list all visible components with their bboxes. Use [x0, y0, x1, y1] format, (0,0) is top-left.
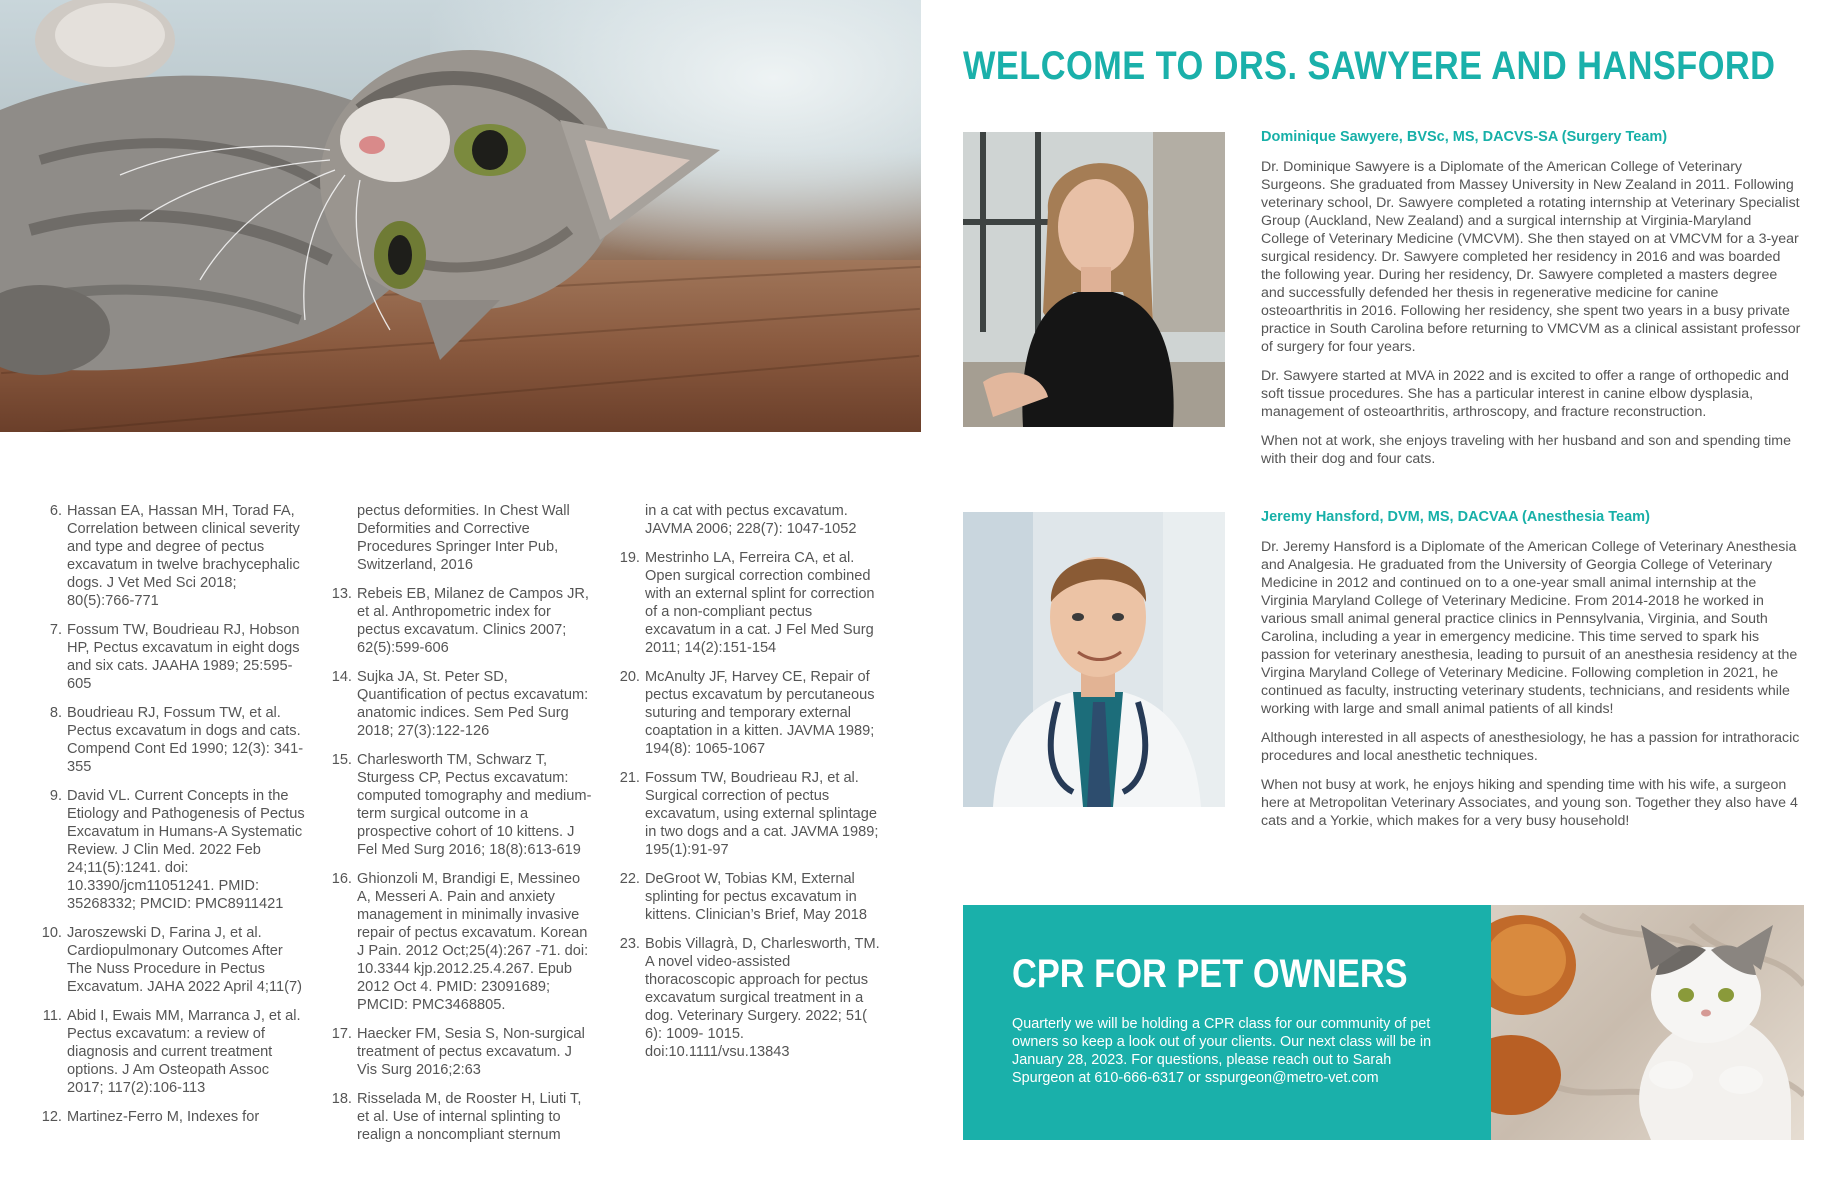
- cpr-title: CPR FOR PET OWNERS: [1012, 952, 1408, 996]
- reference-text: McAnulty JF, Harvey CE, Repair of pectus excavatum by percutaneous suturing and temporary external coaptation in a kitten. JAVMA 1989; 194(8): 1065-1067: [645, 669, 875, 757]
- reference-text: Fossum TW, Boudrieau RJ, et al. Surgical correction of pectus excavatum, using external splintage in two dogs and a cat. JAVMA 1989; 195(1):91-97: [645, 770, 879, 858]
- bio-paragraph: Although interested in all aspects of anesthesiology, he has a passion for intrathoracic procedures and local anesthetic techniques.: [1261, 730, 1800, 764]
- reference-number: 18.: [331, 1091, 352, 1107]
- portrait-jeremy-hansford: [963, 512, 1225, 807]
- reference-item: [40, 1007, 305, 1097]
- cpr-description: Quarterly we will be holding a CPR class for our community of pet owners so keep a look out of your clients. Our next class will be in January 28, 2023. For questions, please reach out to Sarah Spurgeon at 610-666-6317 or sspurgeon@metro-vet.com: [1012, 1016, 1432, 1086]
- reference-text: Charlesworth TM, Schwarz T, Sturgess CP, Pectus excavatum: computed tomography and medium-term surgical outcome in a prospective cohort of 10 kittens. J Fel Med Surg 2016; 18(8):613-619: [357, 752, 592, 858]
- reference-text: Mestrinho LA, Ferreira CA, et al. Open surgical correction combined with an external splint for correction of a non-compliant pectus excavatum in a cat. J Fel Med Surg 2011; 14(2):151-154: [645, 550, 875, 656]
- bio-hansford: [1261, 538, 1803, 841]
- reference-text: Bobis Villagrà, D, Charlesworth, TM. A novel video-assisted thoracoscopic approach for pectus excavatum surgical treatment in a dog. Veterinary Surgery. 2022; 51( 6): 1009- 1015. doi:10.1111/vsu.13843: [645, 936, 880, 1060]
- welcome-title: WELCOME TO DRS. SAWYERE AND HANSFORD: [963, 44, 1776, 88]
- reference-item: [40, 621, 305, 693]
- reference-number: 21.: [619, 770, 640, 786]
- cpr-kitten-photo: [1491, 905, 1804, 1140]
- reference-continuation: pectus deformities. In Chest Wall Deformities and Corrective Procedures Springer Inter Pub, Switzerland, 2016: [357, 503, 570, 573]
- reference-number: 10.: [41, 925, 62, 941]
- reference-number: 7.: [49, 622, 62, 638]
- reference-number: 23.: [619, 936, 640, 952]
- reference-text: Jaroszewski D, Farina J, et al. Cardiopulmonary Outcomes After The Nuss Procedure in Pectus Excavatum. JAHA 2022 April 4;11(7): [67, 925, 302, 995]
- portrait-dominique-sawyere: [963, 132, 1225, 427]
- reference-item: [330, 1025, 595, 1079]
- references-column-2: [330, 502, 595, 1155]
- reference-number: 9.: [49, 788, 62, 804]
- reference-item: [40, 704, 305, 776]
- reference-number: 17.: [331, 1026, 352, 1042]
- reference-item: [618, 870, 883, 924]
- bio-sawyere: [1261, 158, 1803, 479]
- reference-number: 19.: [619, 550, 640, 566]
- reference-text: Hassan EA, Hassan MH, Torad FA, Correlation between clinical severity and type and degree of pectus excavatum in twelve brachycephalic dogs. J Vet Med Sci 2018; 80(5):766-771: [67, 503, 300, 609]
- reference-item: [330, 668, 595, 740]
- reference-item: [330, 870, 595, 1014]
- reference-item: [330, 585, 595, 657]
- reference-text: Abid I, Ewais MM, Marranca J, et al. Pectus excavatum: a review of diagnosis and current treatment options. J Am Osteopath Assoc 2017; 117(2):106-113: [67, 1008, 301, 1096]
- reference-item: [618, 769, 883, 859]
- bio-paragraph: When not busy at work, he enjoys hiking and spending time with his wife, a surgeon here at Metropolitan Veterinary Associates, and young son. Together they also have 4 cats and a Yorkie, which makes for a very busy household!: [1261, 777, 1798, 829]
- bio-paragraph: When not at work, she enjoys traveling with her husband and son and spending time with their dog and four cats.: [1261, 433, 1791, 467]
- reference-number: 20.: [619, 669, 640, 685]
- reference-item: [40, 924, 305, 996]
- bio-paragraph: Dr. Jeremy Hansford is a Diplomate of the American College of Veterinary Anesthesia and Analgesia. He graduated from the University of Georgia College of Veterinary Medicine in 2012 and continued on to a one-year small animal internship at the Virginia Maryland College of Veterinary Medicine. From 2014-2018 he worked in various small animal general practice clinics in Pennsylvania, Virginia, and South Carolina, including a year in emergency medicine. This time served to spark his passion for veterinary anesthesia, leading to pursuit of an anesthesia residency at the Virgina Maryland College of Veterinary Medicine. Following completion in 2021, he continued as faculty, instructing veterinary students, technicians, and residents while working with large and small animal patients of all kinds!: [1261, 539, 1798, 717]
- reference-text: Rebeis EB, Milanez de Campos JR, et al. Anthropometric index for pectus excavatum. Clinics 2007; 62(5):599-606: [357, 586, 589, 656]
- reference-number: 13.: [331, 586, 352, 602]
- reference-number: 6.: [49, 503, 62, 519]
- reference-item: [330, 751, 595, 859]
- reference-item: [330, 1090, 595, 1144]
- reference-text: Haecker FM, Sesia S, Non-surgical treatment of pectus excavatum. J Vis Surg 2016;2:63: [357, 1026, 585, 1078]
- reference-text: Fossum TW, Boudrieau RJ, Hobson HP, Pectus excavatum in eight dogs and six cats. JAAHA 1989; 25:595-605: [67, 622, 300, 692]
- reference-number: 14.: [331, 669, 352, 685]
- reference-number: 12.: [41, 1109, 62, 1125]
- bio-paragraph: Dr. Dominique Sawyere is a Diplomate of the American College of Veterinary Surgeons. She graduated from Massey University in New Zealand in 2011. Following veterinary school, Dr. Sawyere completed a rotating internship at Veterinary Specialist Group (Auckland, New Zealand) and a surgical internship at Virginia-Maryland College of Veterinary Medicine (VMCVM). She then stayed on at VMCVM for a 3-year surgical residency. Dr. Sawyere completed her residency in 2016 and was boarded the following year. During her residency, Dr. Sawyere completed a masters degree and successfully defended her thesis in regenerative medicine for canine osteoarthritis in 2016. Following her residency, she spent two years in a busy private practice in South Carolina before returning to VMCVM as a clinical assistant professor of surgery for four years.: [1261, 159, 1801, 355]
- reference-continuation: in a cat with pectus excavatum. JAVMA 2006; 228(7): 1047-1052: [645, 503, 857, 537]
- reference-number: 11.: [42, 1008, 62, 1024]
- reference-number: 22.: [619, 871, 640, 887]
- reference-item: [618, 668, 883, 758]
- reference-item: [40, 787, 305, 913]
- reference-number: 16.: [331, 871, 352, 887]
- doctor-name-hansford: Jeremy Hansford, DVM, MS, DACVAA (Anesthesia Team): [1261, 509, 1650, 525]
- doctor-name-sawyere: Dominique Sawyere, BVSc, MS, DACVS-SA (Surgery Team): [1261, 129, 1668, 145]
- reference-text: David VL. Current Concepts in the Etiology and Pathogenesis of Pectus Excavatum in Humans-A Systematic Review. J Clin Med. 2022 Feb 24;11(5):1241. doi: 10.3390/jcm11051241. PMID: 35268332; PMCID: PMC8911421: [67, 788, 305, 912]
- reference-item: [618, 549, 883, 657]
- reference-text: Sujka JA, St. Peter SD, Quantification of pectus excavatum: anatomic indices. Sem Ped Surg 2018; 27(3):122-126: [357, 669, 589, 739]
- reference-text: Ghionzoli M, Brandigi E, Messineo A, Messeri A. Pain and anxiety management in minimally invasive repair of pectus excavatum. Korean J Pain. 2012 Oct;25(4):267 -71. doi: 10.3344 kjp.2012.25.4.267. Epub 2012 Oct 4. PMID: 23091689; PMCID: PMC3468805.: [357, 871, 589, 1013]
- references-column-1: [40, 502, 305, 1137]
- reference-number: 8.: [49, 705, 62, 721]
- bio-paragraph: Dr. Sawyere started at MVA in 2022 and is excited to offer a range of orthopedic and soft tissue procedures. She has a particular interest in canine elbow dysplasia, management of osteoarthritis, arthroscopy, and fracture reconstruction.: [1261, 368, 1789, 420]
- reference-text: Martinez-Ferro M, Indexes for: [67, 1109, 260, 1125]
- reference-number: 15.: [331, 752, 352, 768]
- reference-text: DeGroot W, Tobias KM, External splinting for pectus excavatum in kittens. Clinician’s Brief, May 2018: [645, 871, 867, 923]
- references-column-3: [618, 502, 883, 1072]
- cat-illustration: [0, 0, 921, 432]
- reference-item: [618, 935, 883, 1061]
- reference-item: [40, 1108, 305, 1126]
- hero-cat-photo: [0, 0, 921, 432]
- reference-text: Boudrieau RJ, Fossum TW, et al. Pectus excavatum in dogs and cats. Compend Cont Ed 1990; 12(3): 341- 355: [67, 705, 304, 775]
- reference-text: Risselada M, de Rooster H, Liuti T, et al. Use of internal splinting to realign a noncompliant sternum: [357, 1091, 582, 1143]
- reference-item: [40, 502, 305, 610]
